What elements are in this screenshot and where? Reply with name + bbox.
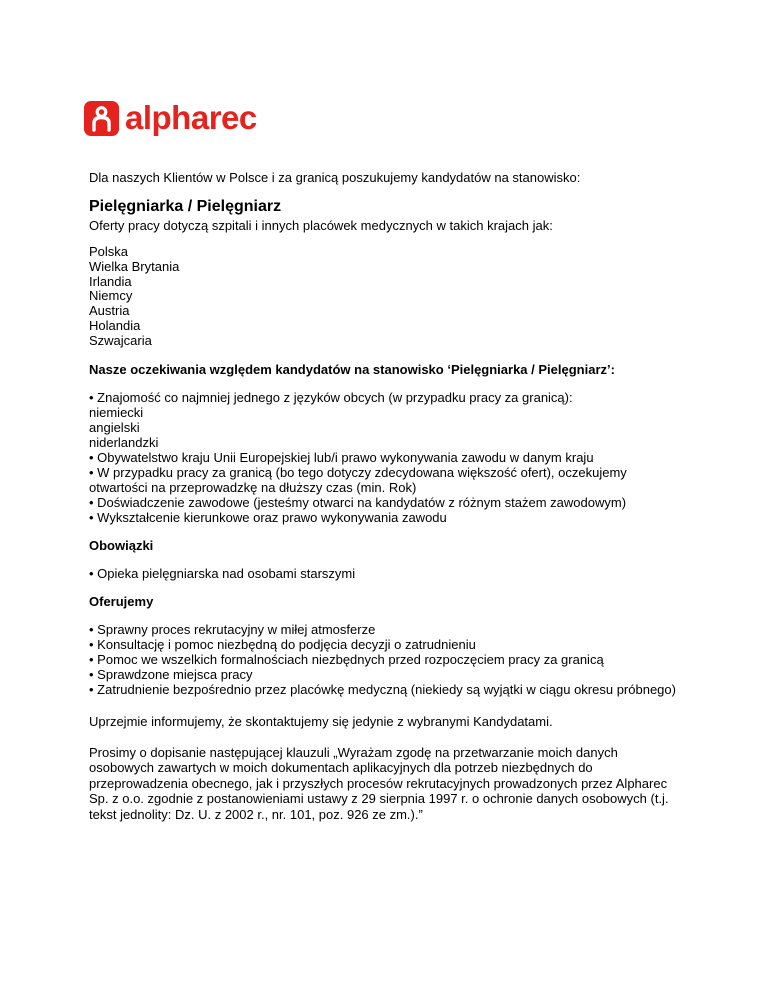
job-title: Pielęgniarka / Pielęgniarz [89, 198, 282, 215]
clause-line: Sp. z o.o. zgodnie z postanowieniami ustawy z 29 sierpnia 1997 r. o ochronie danych osobowych (t.j. [89, 791, 669, 807]
brand-logo [84, 98, 257, 138]
list-item: • Obywatelstwo kraju Unii Europejskiej lub/i prawo wykonywania zawodu w danym kraju [89, 449, 594, 465]
notice-text: Uprzejmie informujemy, że skontaktujemy się jedynie z wybranymi Kandydatami. [89, 713, 553, 729]
list-item: angielski [89, 419, 140, 435]
duties-heading: Obowiązki [89, 537, 154, 553]
intro-text: Dla naszych Klientów w Polsce i za granicą poszukujemy kandydatów na stanowisko: [89, 170, 581, 185]
list-item: • Zatrudnienie bezpośrednio przez placówkę medyczną (niekiedy są wyjątki w ciągu okresu próbnego) [89, 681, 676, 697]
list-item: • Znajomość co najmniej jednego z języków obcych (w przypadku pracy za granicą): [89, 389, 573, 405]
list-item: otwartości na przeprowadzkę na dłuższy czas (min. Rok) [89, 479, 417, 495]
list-item: Polska [89, 244, 129, 259]
brand-name: alpharec [125, 98, 257, 136]
list-item: • Sprawny proces rekrutacyjny w miłej atmosferze [89, 621, 376, 637]
list-item: Wielka Brytania [89, 258, 180, 274]
clause-line: osobowych zawartych w moich dokumentach aplikacyjnych dla potrzeb niezbędnych do [89, 760, 593, 776]
duties-list [89, 566, 689, 581]
country-list [89, 245, 689, 349]
consent-clause [89, 745, 689, 823]
list-item: Irlandia [89, 273, 132, 289]
offer-list [89, 622, 689, 697]
list-item: • Pomoc we wszelkich formalnościach niezbędnych przed rozpoczęciem pracy za granicą [89, 651, 604, 667]
job-posting [89, 170, 689, 822]
offer-scope-text: Oferty pracy dotyczą szpitali i innych placówek medycznych w takich krajach jak: [89, 218, 553, 233]
list-item: • Konsultację i pomoc niezbędną do podjęcia decyzji o zatrudnieniu [89, 636, 476, 652]
clause-line: przeprowadzenia obecnego, jak i przyszłych procesów rekrutacyjnych prowadzonych przez Alpharec [89, 775, 668, 791]
list-item: Niemcy [89, 288, 133, 304]
alpharec-logo-icon [84, 101, 119, 136]
list-item: • W przypadku pracy za granicą (bo tego dotyczy zdecydowana większość ofert), oczekujemy [89, 464, 627, 480]
list-item: • Wykształcenie kierunkowe oraz prawo wykonywania zawodu [89, 509, 447, 525]
clause-line: Prosimy o dopisanie następującej klauzuli „Wyrażam zgodę na przetwarzanie moich danych [89, 744, 618, 760]
list-item: • Sprawdzone miejsca pracy [89, 666, 253, 682]
expectations-list [89, 390, 689, 525]
list-item: Szwajcaria [89, 332, 152, 348]
clause-line: tekst jednolity: Dz. U. z 2002 r., nr. 101, poz. 926 ze zm.).” [89, 806, 423, 822]
list-item: Holandia [89, 317, 141, 333]
list-item: niemiecki [89, 404, 144, 420]
list-item: • Opieka pielęgniarska nad osobami starszymi [89, 565, 356, 581]
offer-heading: Oferujemy [89, 593, 154, 609]
list-item: Austria [89, 303, 130, 319]
expectations-heading: Nasze oczekiwania względem kandydatów na stanowisko ‘Pielęgniarka / Pielęgniarz’: [89, 361, 615, 377]
list-item: • Doświadczenie zawodowe (jesteśmy otwarci na kandydatów z różnym stażem zawodowym) [89, 494, 627, 510]
list-item: niderlandzki [89, 434, 159, 450]
